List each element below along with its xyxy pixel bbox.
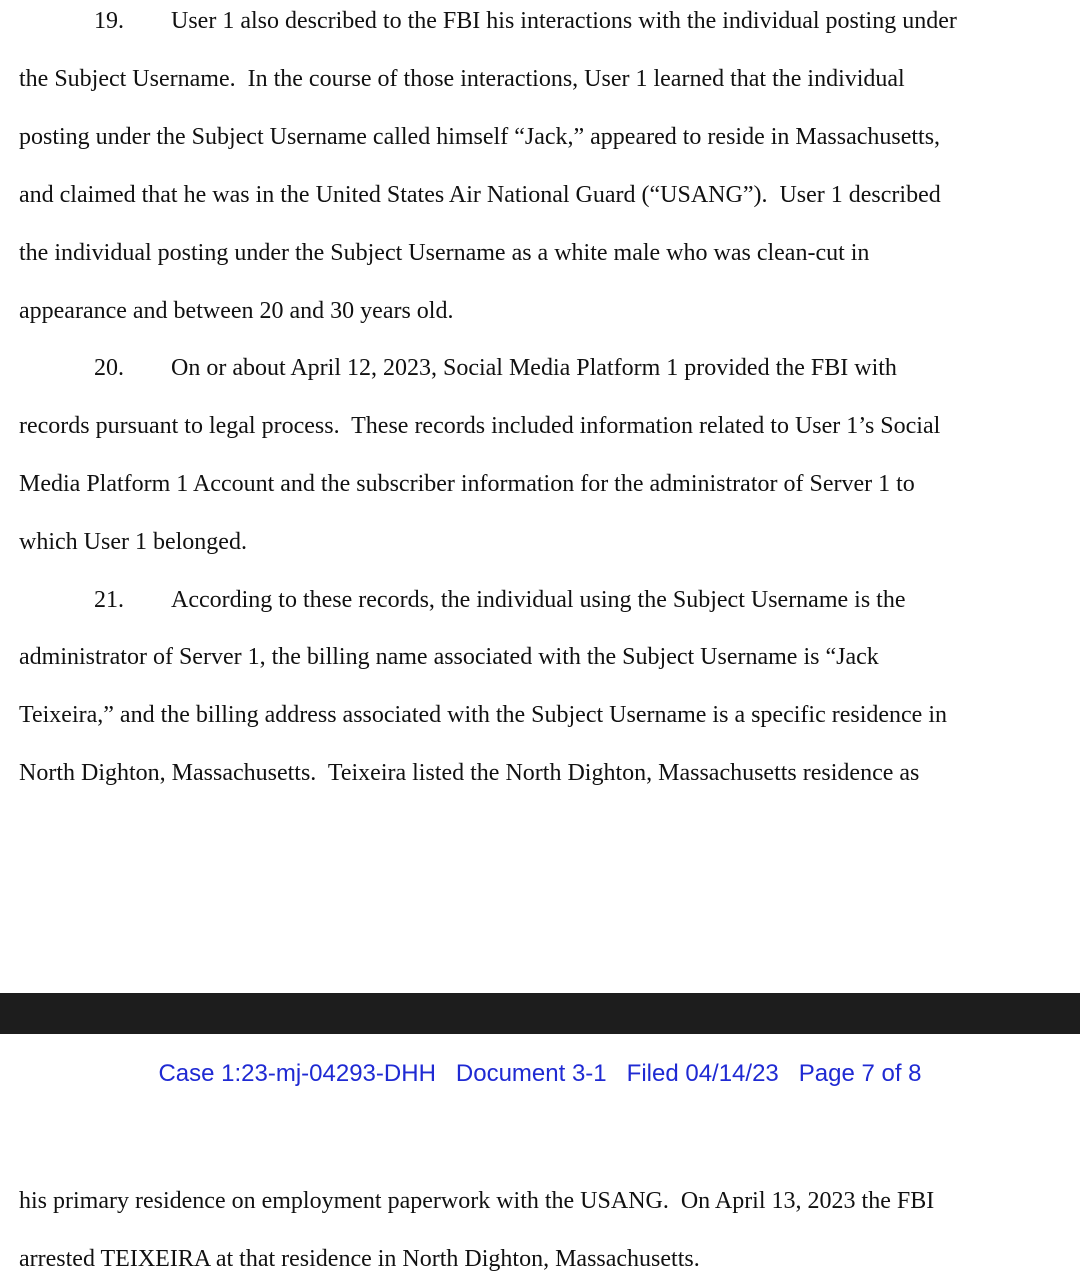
paragraph-line: User 1 also described to the FBI his interactions with the individual posting under bbox=[171, 8, 957, 34]
filed-date: Filed 04/14/23 bbox=[626, 1060, 779, 1087]
paragraph-line: records pursuant to legal process. These records included information related to User 1’s Social bbox=[19, 413, 941, 439]
case-header bbox=[0, 1060, 1080, 1088]
paragraph-line: arrested TEIXEIRA at that residence in North Dighton, Massachusetts. bbox=[19, 1246, 700, 1272]
paragraph-line: the Subject Username. In the course of those interactions, User 1 learned that the individual bbox=[19, 66, 905, 92]
paragraph-line: According to these records, the individual using the Subject Username is the bbox=[171, 587, 906, 613]
paragraph-line: North Dighton, Massachusetts. Teixeira listed the North Dighton, Massachusetts residence as bbox=[19, 760, 920, 786]
paragraph-line: administrator of Server 1, the billing name associated with the Subject Username is “Jack bbox=[19, 644, 879, 670]
case-number: Case 1:23-mj-04293-DHH bbox=[158, 1060, 436, 1087]
paragraph-line: and claimed that he was in the United States Air National Guard (“USANG”). User 1 described bbox=[19, 182, 941, 208]
paragraph-line: his primary residence on employment paperwork with the USANG. On April 13, 2023 the FBI bbox=[19, 1188, 935, 1214]
paragraph-line: On or about April 12, 2023, Social Media Platform 1 provided the FBI with bbox=[171, 355, 897, 381]
paragraph-line: Media Platform 1 Account and the subscriber information for the administrator of Server 1 to bbox=[19, 471, 915, 497]
paragraph-line: appearance and between 20 and 30 years old. bbox=[19, 298, 454, 324]
paragraph-line: the individual posting under the Subject Username as a white male who was clean-cut in bbox=[19, 240, 870, 266]
paragraph-line: Teixeira,” and the billing address associated with the Subject Username is a specific residence in bbox=[19, 702, 947, 728]
paragraph-number: 19. bbox=[94, 8, 124, 34]
paragraph-line: which User 1 belonged. bbox=[19, 529, 247, 555]
paragraph-line: posting under the Subject Username called himself “Jack,” appeared to reside in Massachusetts, bbox=[19, 124, 941, 150]
page-break-bar bbox=[0, 993, 1080, 1034]
paragraph-number: 20. bbox=[94, 355, 124, 381]
page-number: Page 7 of 8 bbox=[798, 1060, 922, 1087]
document-number: Document 3-1 bbox=[455, 1060, 607, 1087]
paragraph-number: 21. bbox=[94, 587, 124, 613]
